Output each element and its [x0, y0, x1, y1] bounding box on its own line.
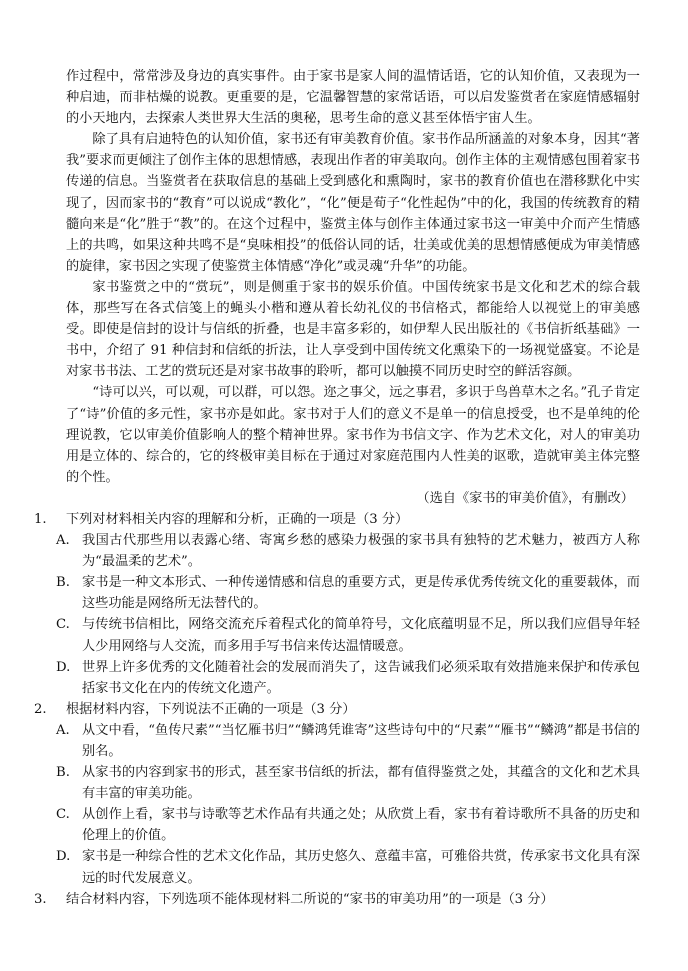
- option-text: 我国古代那些用以表露心绪、寄寓乡愁的感染力极强的家书具有独特的艺术魅力，被西方人称为“最温柔的艺术”。: [82, 533, 640, 570]
- question-3: [34, 889, 640, 910]
- passage-paragraph-2: 除了具有启迪特色的认知价值，家书还有审美教育价值。家书作品所涵盖的对象本身，因其“著我”要求而更倾注了创作主体的思想情感，表现出作者的审美取向。创作主体的主观情感包围着家书传递的信息。当鉴赏者在获取信息的基础上受到感化和熏陶时，家书的教育价值也在潜移默化中实现了，因而家书的“教育”可以说成“教化”，“化”便是荀子“化性起伪”中的化，我国的传统教育的精髓向来是“化”胜于“教”的。在这个过程中，鉴赏主体与创作主体通过家书这一审美中介而产生情感上的共鸣，如果这种共鸣不是“臭味相投”的低俗认同的话，壮美或优美的思想情感便成为审美情感的旋律，家书因之实现了使鉴赏主体情感“净化”或灵魂“升华”的功能。: [66, 132, 640, 274]
- question-number: 1.: [34, 511, 47, 527]
- option-text: 从文中看，“鱼传尺素”“当忆雁书归”“鳞鸿凭谁寄”这些诗句中的“尺素”“雁书”“鳞鸿”都是书信的别名。: [82, 722, 640, 759]
- question-2-option-d: [56, 846, 640, 888]
- option-letter: A.: [56, 722, 70, 738]
- question-stem: 根据材料内容，下列说法不正确的一项是（3 分）: [66, 701, 356, 717]
- option-text: 家书是一种综合性的艺术文化作品，其历史悠久、意蕴丰富，可雅俗共赏，传承家书文化具有深远的时代发展意义。: [82, 849, 640, 886]
- option-letter: D.: [56, 849, 71, 865]
- option-text: 从家书的内容到家书的形式，甚至家书信纸的折法，都有值得鉴赏之处，其蕴含的文化和艺术具有丰富的审美功能。: [82, 765, 640, 802]
- question-number: 2.: [34, 701, 47, 717]
- document-page: [34, 66, 640, 910]
- option-letter: C.: [56, 807, 70, 823]
- option-text: 家书是一种文本形式、一种传递情感和信息的重要方式，更是传承优秀传统文化的重要载体，而这些功能是网络所无法替代的。: [82, 575, 640, 612]
- question-1-option-b: [56, 572, 640, 614]
- option-letter: A.: [56, 533, 70, 549]
- source-citation: （选自《家书的审美价值》，有删改）: [416, 490, 634, 506]
- question-2-option-b: [56, 762, 640, 804]
- option-text: 与传统书信相比，网络交流充斥着程式化的简单符号，文化底蕴明显不足，所以我们应倡导年轻人少用网络与人交流，而多用手写书信来传达温情暖意。: [82, 617, 640, 654]
- question-1-option-a: [56, 530, 640, 572]
- question-2: [34, 699, 640, 720]
- option-letter: C.: [56, 617, 70, 633]
- question-1-option-c: [56, 614, 640, 656]
- passage-paragraph-3: 家书鉴赏之中的“赏玩”，则是侧重于家书的娱乐价值。中国传统家书是文化和艺术的综合载体，那些写在各式信笺上的蝇头小楷和遵从着长幼礼仪的书信格式，都能给人以视觉上的审美感受。即使是信封的设计与信纸的折叠，也是丰富多彩的，如伊犁人民出版社的《书信折纸基础》一书中，介绍了 91 种信封和信纸的折法，让人享受到中国传统文化熏染下的一场视觉盛宴。不论是对家书书法、工艺的赏玩还是对家书故事的聆听，都可以触摸不同历史时空的鲜活容颜。: [66, 279, 640, 380]
- question-stem: 结合材料内容，下列选项不能体现材料二所说的“家书的审美功用”的一项是（3 分）: [66, 891, 554, 907]
- question-stem: 下列对材料相关内容的理解和分析，正确的一项是（3 分）: [66, 511, 409, 527]
- question-number: 3.: [34, 891, 47, 907]
- passage-paragraph-1: 作过程中，常常涉及身边的真实事件。由于家书是家人间的温情话语，它的认知价值，又表现为一种启迪，而非枯燥的说教。更重要的是，它温馨智慧的家常话语，可以启发鉴赏者在家庭情感辐射的小天地内，去探索人类世界大生活的奥秘，思考生命的意义甚至体悟宇宙人生。: [66, 69, 640, 127]
- question-1-option-d: [56, 657, 640, 699]
- question-2-option-a: [56, 720, 640, 762]
- option-letter: D.: [56, 659, 71, 675]
- passage: [66, 66, 640, 488]
- question-2-option-c: [56, 804, 640, 846]
- passage-paragraph-4: “诗可以兴，可以观，可以群，可以怨。迩之事父，远之事君，多识于鸟兽草木之名。”孔子肯定了“诗”价值的多元性，家书亦是如此。家书对于人们的意义不是单一的信息授受，也不是单纯的伦理说教，它以审美价值影响人的整个精神世界。家书作为书信文字、作为艺术文化，对人的审美功用是立体的、综合的，它的终极审美目标在于通过对家庭范围内人性美的讴歌，造就审美主体完整的个性。: [66, 385, 640, 485]
- option-letter: B.: [56, 765, 70, 781]
- question-1: [34, 509, 640, 530]
- option-text: 世界上许多优秀的文化随着社会的发展而消失了，这告诫我们必须采取有效措施来保护和传承包括家书文化在内的传统文化遗产。: [82, 659, 640, 696]
- option-letter: B.: [56, 575, 70, 591]
- option-text: 从创作上看，家书与诗歌等艺术作品有共通之处；从欣赏上看，家书有着诗歌所不具备的历史和伦理上的价值。: [82, 807, 640, 844]
